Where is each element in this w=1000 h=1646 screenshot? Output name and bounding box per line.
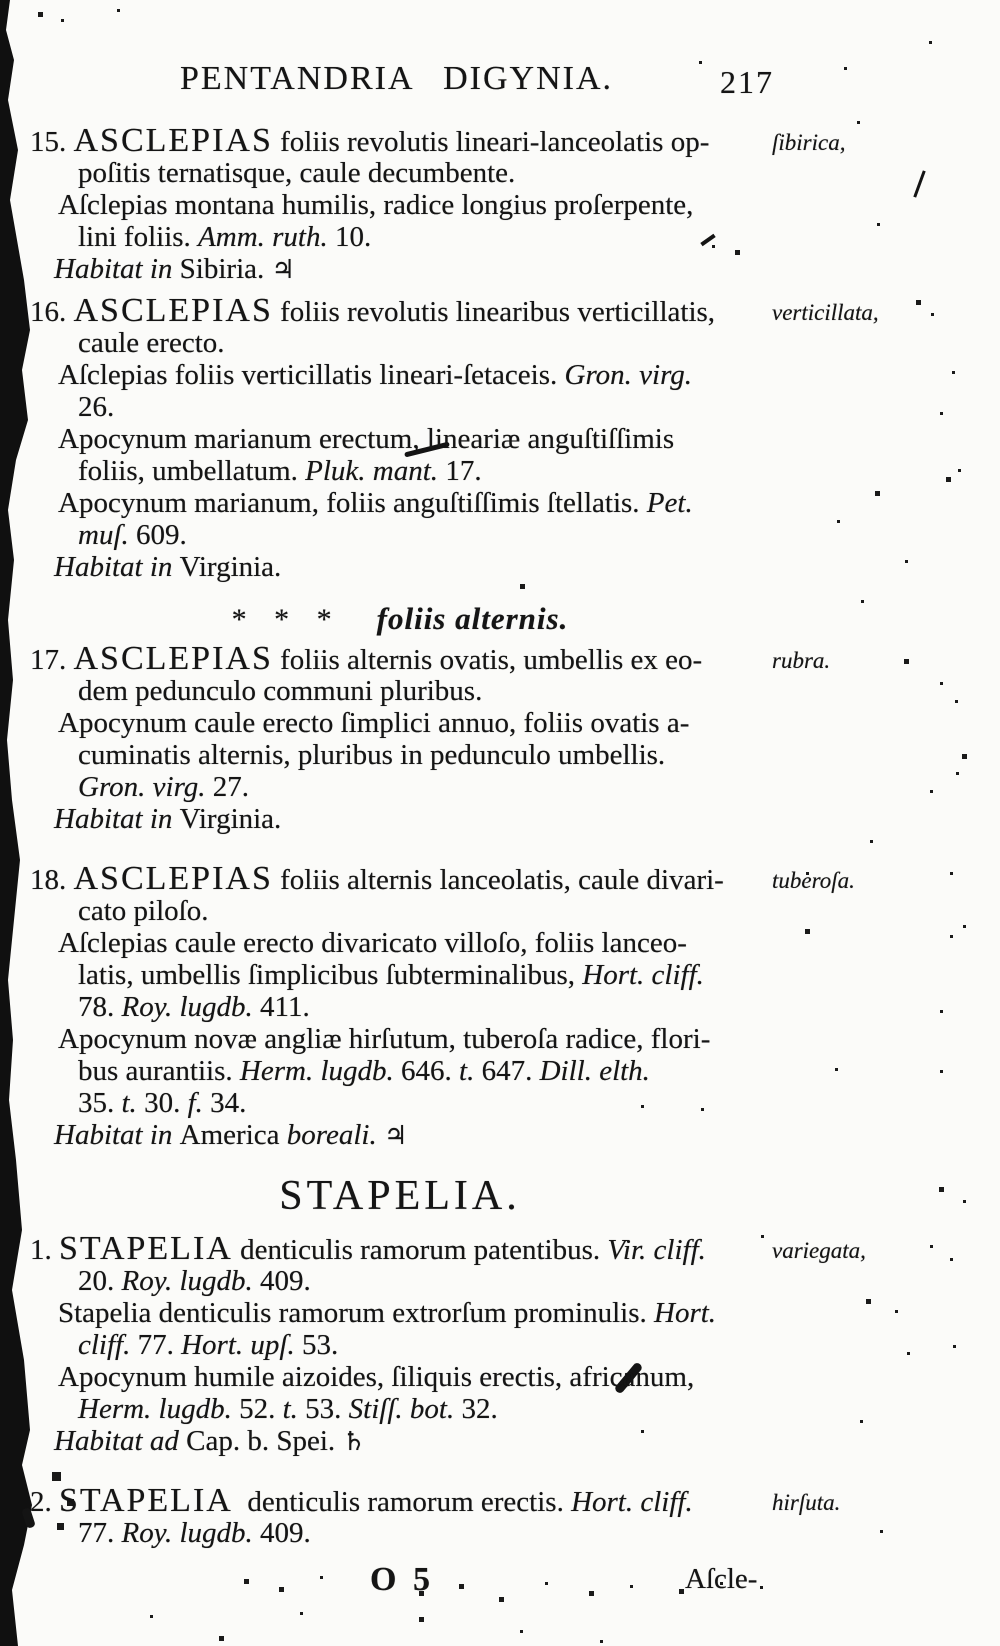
margin-species-epithet: tuberoſa. bbox=[772, 868, 855, 893]
text-segment: 53. bbox=[297, 1393, 349, 1425]
text-segment: Dill. elth. bbox=[539, 1055, 650, 1087]
text-segment: 609. bbox=[128, 519, 187, 551]
scan-noise-speckles bbox=[0, 0, 1, 1]
text-segment: poſitis ternatisque, caule decumbente. bbox=[78, 157, 516, 189]
text-segment: ♄ bbox=[342, 1427, 366, 1457]
text-segment: cliff. bbox=[78, 1329, 131, 1361]
entry-16-line-5 bbox=[30, 423, 990, 455]
text-segment: 52. bbox=[231, 1393, 283, 1425]
text-segment: 34. bbox=[202, 1087, 247, 1119]
signature-mark: O 5 bbox=[370, 1561, 434, 1598]
entry-18-line-7 bbox=[30, 1055, 990, 1087]
stapelia-1-habitat bbox=[30, 1425, 990, 1457]
margin-species-epithet: rubra. bbox=[772, 648, 831, 673]
entry-15-habitat bbox=[30, 253, 990, 285]
entry-16-line-6 bbox=[30, 455, 990, 487]
text-segment: 17. bbox=[30, 644, 74, 676]
text-segment: foliis alternis. bbox=[376, 601, 569, 636]
stapelia-1-line-6 bbox=[30, 1393, 990, 1425]
text-segment: ASCLEPIAS bbox=[73, 860, 273, 897]
text-segment: Cap. b. Spei. bbox=[186, 1425, 343, 1457]
text-segment: Virginia. bbox=[179, 803, 282, 835]
margin-species-epithet: variegata, bbox=[772, 1238, 866, 1263]
page-body bbox=[30, 122, 990, 1549]
text-segment: Amm. ruth. bbox=[198, 221, 328, 253]
text-segment: Herm. lugdb. bbox=[239, 1055, 394, 1087]
margin-species-epithet: ſibirica, bbox=[772, 130, 846, 155]
text-segment: 26. bbox=[78, 391, 115, 423]
text-segment: boreali. bbox=[286, 1119, 384, 1151]
text-segment: 35. bbox=[78, 1087, 122, 1119]
text-segment: Apocynum novæ angliæ hirſutum, tuberoſa radice, flori- bbox=[58, 1023, 711, 1055]
entry-16-line-3 bbox=[30, 359, 990, 391]
text-segment: 78. bbox=[78, 991, 122, 1023]
margin-species-epithet: verticillata, bbox=[772, 300, 879, 325]
text-segment: Apocynum marianum, foliis anguſtiſſimis ſtellatis. bbox=[58, 487, 647, 519]
text-segment: 646. bbox=[393, 1055, 460, 1087]
catchword: Aſcle- bbox=[685, 1563, 758, 1595]
text-segment: Stiſſ. bot. bbox=[348, 1393, 455, 1425]
text-segment: Habitat in bbox=[54, 1119, 180, 1151]
text-segment: f. bbox=[187, 1087, 203, 1119]
text-segment: Gron. virg. bbox=[564, 359, 693, 391]
text-segment: 10. bbox=[327, 221, 372, 253]
text-segment: Roy. lugdb. bbox=[121, 1517, 253, 1549]
text-segment: Apocynum humile aizoides, ſiliquis erectis, africanum, bbox=[58, 1361, 695, 1393]
text-segment: 27. bbox=[205, 771, 250, 803]
text-segment: 77. bbox=[130, 1329, 182, 1361]
text-segment: ASCLEPIAS bbox=[73, 640, 273, 677]
text-segment: 16. bbox=[30, 296, 74, 328]
text-segment: 409. bbox=[252, 1517, 311, 1549]
text-segment: cato piloſo. bbox=[78, 895, 209, 927]
text-segment: lini foliis. bbox=[78, 221, 199, 253]
genus-heading-stapelia bbox=[30, 1171, 770, 1221]
entry-18-line-1 bbox=[30, 860, 990, 897]
text-segment: Habitat in bbox=[54, 253, 180, 285]
entry-17-line-3 bbox=[30, 707, 990, 739]
stapelia-2-line-1 bbox=[30, 1482, 990, 1519]
text-segment: denticulis ramorum erectis. bbox=[232, 1486, 572, 1518]
text-segment: t. bbox=[459, 1055, 475, 1087]
stapelia-2-line-2 bbox=[30, 1517, 990, 1549]
stapelia-1-line-5 bbox=[30, 1361, 990, 1393]
entry-17-line-1 bbox=[30, 640, 990, 677]
text-segment: 409. bbox=[252, 1265, 311, 1297]
section-heading-foliis-alternis bbox=[30, 599, 770, 639]
text-segment: Pet. bbox=[646, 487, 693, 519]
entry-15-line-4 bbox=[30, 221, 990, 253]
text-segment: Aſclepias caule erecto divaricato villoſo, foliis lanceo- bbox=[58, 927, 687, 959]
text-segment: denticulis ramorum patentibus. bbox=[232, 1234, 608, 1266]
text-segment: ASCLEPIAS bbox=[73, 122, 273, 159]
text-segment: Virginia. bbox=[179, 551, 282, 583]
text-segment: ASCLEPIAS bbox=[73, 292, 273, 329]
entry-15-line-2 bbox=[30, 157, 990, 189]
stapelia-1-line-2 bbox=[30, 1265, 990, 1297]
text-segment: ♃ bbox=[383, 1121, 408, 1151]
text-segment: cuminatis alternis, pluribus in pedunculo umbellis. bbox=[78, 739, 666, 771]
entry-16-line-7 bbox=[30, 487, 990, 519]
text-segment: Hort. upſ. bbox=[181, 1329, 295, 1361]
text-segment: Hort. cliff. bbox=[582, 959, 704, 991]
text-segment: STAPELIA. bbox=[279, 1173, 521, 1219]
text-segment: * * * bbox=[231, 603, 377, 636]
text-segment: Sibiria. bbox=[179, 253, 272, 285]
entry-17-line-2 bbox=[30, 675, 990, 707]
text-segment: foliis alternis ovatis, umbellis ex eo- bbox=[272, 644, 703, 676]
stapelia-1-line-1 bbox=[30, 1230, 990, 1267]
page-number: 217 bbox=[720, 64, 774, 100]
text-segment: 18. bbox=[30, 864, 74, 896]
entry-15-line-3 bbox=[30, 189, 990, 221]
running-header bbox=[30, 60, 990, 112]
text-segment: Aſclepias montana humilis, radice longius proſerpente, bbox=[58, 189, 694, 221]
text-segment: STAPELIA bbox=[59, 1230, 233, 1267]
text-segment: 77. bbox=[78, 1517, 122, 1549]
text-segment: Roy. lugdb. bbox=[121, 1265, 253, 1297]
text-segment: t. bbox=[121, 1087, 137, 1119]
entry-16-line-4 bbox=[30, 391, 990, 423]
text-segment: 1. bbox=[30, 1234, 59, 1266]
entry-18-habitat bbox=[30, 1119, 990, 1151]
text-segment: latis, umbellis ſimplicibus ſubterminalibus, bbox=[78, 959, 583, 991]
text-segment: Aſclepias foliis verticillatis lineari-ſetaceis. bbox=[58, 359, 565, 391]
text-segment: foliis, umbellatum. bbox=[78, 455, 306, 487]
text-segment: dem pedunculo communi pluribus. bbox=[78, 675, 483, 707]
stapelia-1-line-4 bbox=[30, 1329, 990, 1361]
entry-16-line-1 bbox=[30, 292, 990, 329]
text-segment: caule erecto. bbox=[78, 327, 225, 359]
text-segment: Apocynum caule erecto ſimplici annuo, foliis ovatis a- bbox=[58, 707, 690, 739]
text-segment: Hort. cliff. bbox=[571, 1486, 693, 1518]
entry-18-line-6 bbox=[30, 1023, 990, 1055]
text-segment: Herm. lugdb. bbox=[78, 1393, 232, 1425]
margin-species-epithet: hirſuta. bbox=[772, 1490, 841, 1515]
text-segment: Pluk. mant. bbox=[305, 455, 439, 487]
text-segment: foliis alternis lanceolatis, caule divari- bbox=[272, 864, 724, 896]
entry-18-line-3 bbox=[30, 927, 990, 959]
text-segment: bus aurantiis. bbox=[78, 1055, 240, 1087]
text-segment: STAPELIA bbox=[59, 1482, 233, 1519]
entry-16-line-8 bbox=[30, 519, 990, 551]
text-segment: Apocynum marianum erectum, lineariæ anguſtiſſimis bbox=[58, 423, 675, 455]
text-segment: Habitat in bbox=[54, 803, 180, 835]
entry-17-line-5 bbox=[30, 771, 990, 803]
text-segment: Stapelia denticulis ramorum extrorſum prominulis. bbox=[58, 1297, 655, 1329]
entry-15-line-1 bbox=[30, 122, 990, 159]
entry-17-habitat bbox=[30, 803, 990, 835]
entry-17-line-4 bbox=[30, 739, 990, 771]
stapelia-1-line-3 bbox=[30, 1297, 990, 1329]
entry-16-habitat bbox=[30, 551, 990, 583]
text-segment: 411. bbox=[252, 991, 310, 1023]
text-segment: Hort. bbox=[654, 1297, 717, 1329]
text-segment: 20. bbox=[78, 1265, 122, 1297]
text-segment: Habitat ad bbox=[54, 1425, 187, 1457]
text-segment: ♃ bbox=[271, 255, 295, 285]
text-segment: 15. bbox=[30, 126, 74, 158]
text-segment: 32. bbox=[454, 1393, 498, 1425]
text-segment: 53. bbox=[294, 1329, 339, 1361]
text-segment: Gron. virg. bbox=[78, 771, 206, 803]
text-segment: 30. bbox=[136, 1087, 188, 1119]
entry-18-line-5 bbox=[30, 991, 990, 1023]
text-segment: Roy. lugdb. bbox=[121, 991, 253, 1023]
text-segment: 2. bbox=[30, 1486, 59, 1518]
text-segment: foliis revolutis lineari-lanceolatis op- bbox=[272, 126, 710, 158]
page-title: PENTANDRIA DIGYNIA. bbox=[180, 60, 614, 97]
entry-18-line-8 bbox=[30, 1087, 990, 1119]
entry-18-line-4 bbox=[30, 959, 990, 991]
text-segment: foliis revolutis linearibus verticillatis, bbox=[272, 296, 716, 328]
text-segment: 647. bbox=[474, 1055, 540, 1087]
text-segment: Habitat in bbox=[54, 551, 180, 583]
text-segment: t. bbox=[282, 1393, 298, 1425]
text-segment: 17. bbox=[438, 455, 482, 487]
text-segment: Vir. cliff. bbox=[607, 1234, 706, 1266]
entry-16-line-2 bbox=[30, 327, 990, 359]
entry-18-line-2 bbox=[30, 895, 990, 927]
page-content bbox=[30, 60, 990, 1605]
text-segment: muſ. bbox=[78, 519, 129, 551]
signature-row bbox=[30, 1561, 990, 1605]
text-segment: America bbox=[179, 1119, 287, 1151]
